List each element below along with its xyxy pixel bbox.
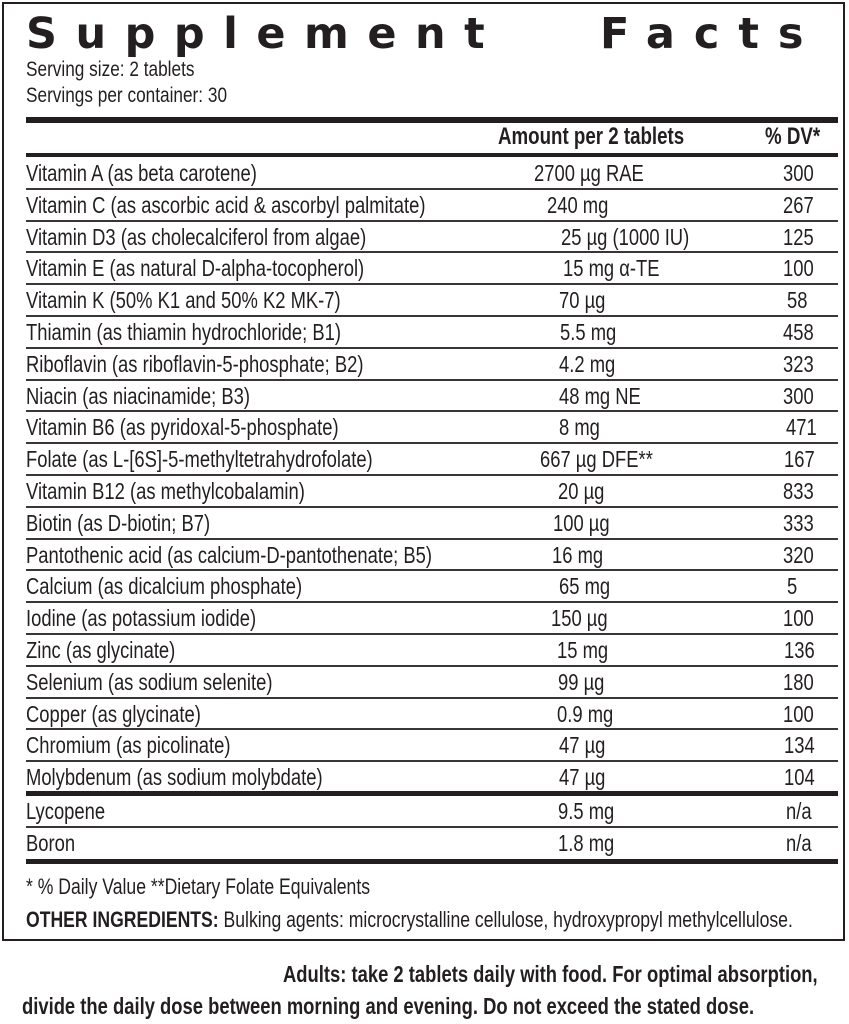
- divider-thick-top: [26, 117, 838, 123]
- nutrient-amount: 100 µg: [553, 509, 610, 536]
- nutrient-dv: 833: [783, 478, 814, 504]
- nutrient-dv: 104: [784, 764, 815, 791]
- nutrient-amount: 20 µg: [558, 478, 605, 504]
- nutrient-amount: 15 mg: [557, 637, 609, 663]
- nutrient-amount: 47 µg: [559, 764, 606, 791]
- nutrient-amount: 70 µg: [559, 287, 606, 314]
- nutrient-amount: 47 µg: [559, 732, 606, 759]
- nutrient-name: Zinc (as glycinate): [26, 637, 176, 663]
- nutrient-name: Vitamin A (as beta carotene): [26, 160, 257, 186]
- nutrient-dv: 300: [783, 382, 814, 409]
- column-header-dv: % DV*: [765, 123, 821, 150]
- nutrient-dv: 323: [783, 350, 814, 377]
- divider-thick-bottom: [26, 859, 838, 864]
- nutrient-amount: 65 mg: [559, 573, 611, 600]
- other-nutrient-row: [26, 827, 838, 859]
- nutrient-name: Pantothenic acid (as calcium-D-pantothenate; B5): [26, 541, 433, 568]
- nutrient-amount: 16 mg: [552, 541, 604, 568]
- nutrient-row: [26, 221, 838, 253]
- nutrient-dv: 5: [787, 573, 798, 600]
- nutrient-name: Lycopene: [26, 798, 106, 824]
- nutrient-dv: 458: [783, 319, 814, 345]
- nutrient-dv: 136: [784, 637, 815, 663]
- nutrient-amount: 0.9 mg: [557, 700, 614, 727]
- other-ingredients: [26, 906, 793, 934]
- nutrient-dv: 58: [787, 287, 808, 314]
- directions-line-2: divide the daily dose between morning and evening. Do not exceed the stated dose.: [22, 993, 755, 1019]
- nutrient-name: Vitamin C (as ascorbic acid & ascorbyl palmitate): [26, 191, 426, 218]
- nutrient-row: [26, 539, 838, 571]
- other-ingredients-label: OTHER INGREDIENTS:: [26, 907, 219, 932]
- nutrient-name: Boron: [26, 830, 76, 856]
- nutrient-dv: 333: [783, 509, 814, 536]
- nutrient-dv: n/a: [786, 798, 812, 824]
- nutrient-amount: 8 mg: [559, 414, 600, 441]
- nutrient-amount: 667 µg DFE**: [540, 446, 653, 473]
- nutrient-name: Niacin (as niacinamide; B3): [26, 382, 250, 409]
- nutrient-row: [26, 698, 838, 730]
- nutrient-name: Chromium (as picolinate): [26, 732, 231, 759]
- nutrient-row: [26, 570, 838, 602]
- nutrient-row: [26, 157, 838, 189]
- nutrient-dv: 471: [786, 414, 817, 441]
- nutrient-row: [26, 729, 838, 761]
- nutrient-dv: 300: [783, 160, 814, 186]
- nutrient-row: [26, 380, 838, 412]
- nutrient-row: [26, 284, 838, 316]
- nutrient-row: [26, 252, 838, 284]
- nutrient-amount: 99 µg: [558, 668, 605, 695]
- nutrient-name: Vitamin B12 (as methylcobalamin): [26, 478, 305, 504]
- nutrient-name: Molybdenum (as sodium molybdate): [26, 764, 323, 791]
- servings-per-container: Servings per container: 30: [26, 84, 228, 107]
- nutrient-name: Thiamin (as thiamin hydrochloride; B1): [26, 319, 341, 345]
- footnote: * % Daily Value **Dietary Folate Equivalents: [26, 874, 371, 899]
- nutrient-row: [26, 189, 838, 221]
- nutrient-amount: 9.5 mg: [558, 798, 615, 824]
- supplement-facts-panel: [2, 2, 845, 941]
- nutrient-name: Calcium (as dicalcium phosphate): [26, 573, 303, 600]
- nutrient-amount: 5.5 mg: [560, 319, 617, 345]
- other-nutrient-row: [26, 795, 838, 827]
- nutrient-row: [26, 443, 838, 475]
- title-word-supplement: Supplement: [26, 9, 504, 59]
- other-ingredients-text: Bulking agents: microcrystalline cellulose, hydroxypropyl methylcellulose.: [218, 907, 793, 932]
- nutrient-name: Iodine (as potassium iodide): [26, 605, 257, 632]
- nutrient-row: [26, 602, 838, 634]
- nutrient-name: Riboflavin (as riboflavin-5-phosphate; B2): [26, 350, 364, 377]
- nutrient-name: Biotin (as D-biotin; B7): [26, 509, 211, 536]
- column-header-amount: Amount per 2 tablets: [498, 123, 685, 150]
- nutrient-name: Copper (as glycinate): [26, 700, 201, 727]
- nutrient-dv: 100: [783, 700, 814, 727]
- nutrient-dv: 100: [783, 255, 814, 282]
- nutrient-row: [26, 666, 838, 698]
- nutrient-row: [26, 507, 838, 539]
- nutrient-name: Vitamin K (50% K1 and 50% K2 MK-7): [26, 287, 341, 314]
- nutrient-name: Folate (as L-[6S]-5-methyltetrahydrofolate): [26, 446, 373, 473]
- nutrient-amount: 240 mg: [547, 191, 609, 218]
- nutrient-dv: 125: [783, 223, 814, 250]
- nutrient-row: [26, 475, 838, 507]
- nutrient-dv: 320: [783, 541, 814, 568]
- nutrient-row: [26, 411, 838, 443]
- nutrient-amount: 150 µg: [551, 605, 608, 632]
- nutrient-row: [26, 348, 838, 380]
- nutrient-amount: 15 mg α-TE: [563, 255, 660, 282]
- nutrient-name: Vitamin D3 (as cholecalciferol from algae): [26, 223, 367, 250]
- nutrient-dv: 100: [783, 605, 814, 632]
- nutrient-dv: 167: [784, 446, 815, 473]
- nutrient-amount: 4.2 mg: [559, 350, 616, 377]
- directions-line-1: Adults: take 2 tablets daily with food. For optimal absorption,: [283, 961, 818, 987]
- nutrient-row: [26, 316, 838, 348]
- nutrient-name: Vitamin E (as natural D-alpha-tocopherol): [26, 255, 365, 282]
- nutrient-name: Vitamin B6 (as pyridoxal-5-phosphate): [26, 414, 339, 441]
- nutrient-amount: 48 mg NE: [559, 382, 641, 409]
- panel-title: [26, 10, 826, 58]
- nutrient-dv: 180: [783, 668, 814, 695]
- nutrient-row: [26, 634, 838, 666]
- nutrient-row: [26, 761, 838, 793]
- serving-size: Serving size: 2 tablets: [26, 58, 195, 81]
- title-word-facts: Facts: [600, 9, 823, 59]
- nutrient-name: Selenium (as sodium selenite): [26, 668, 273, 695]
- nutrient-dv: 267: [783, 191, 814, 218]
- nutrient-amount: 1.8 mg: [558, 830, 615, 856]
- nutrient-dv: 134: [784, 732, 815, 759]
- nutrient-dv: n/a: [786, 830, 812, 856]
- nutrient-amount: 2700 µg RAE: [534, 160, 644, 186]
- nutrient-amount: 25 µg (1000 IU): [561, 223, 690, 250]
